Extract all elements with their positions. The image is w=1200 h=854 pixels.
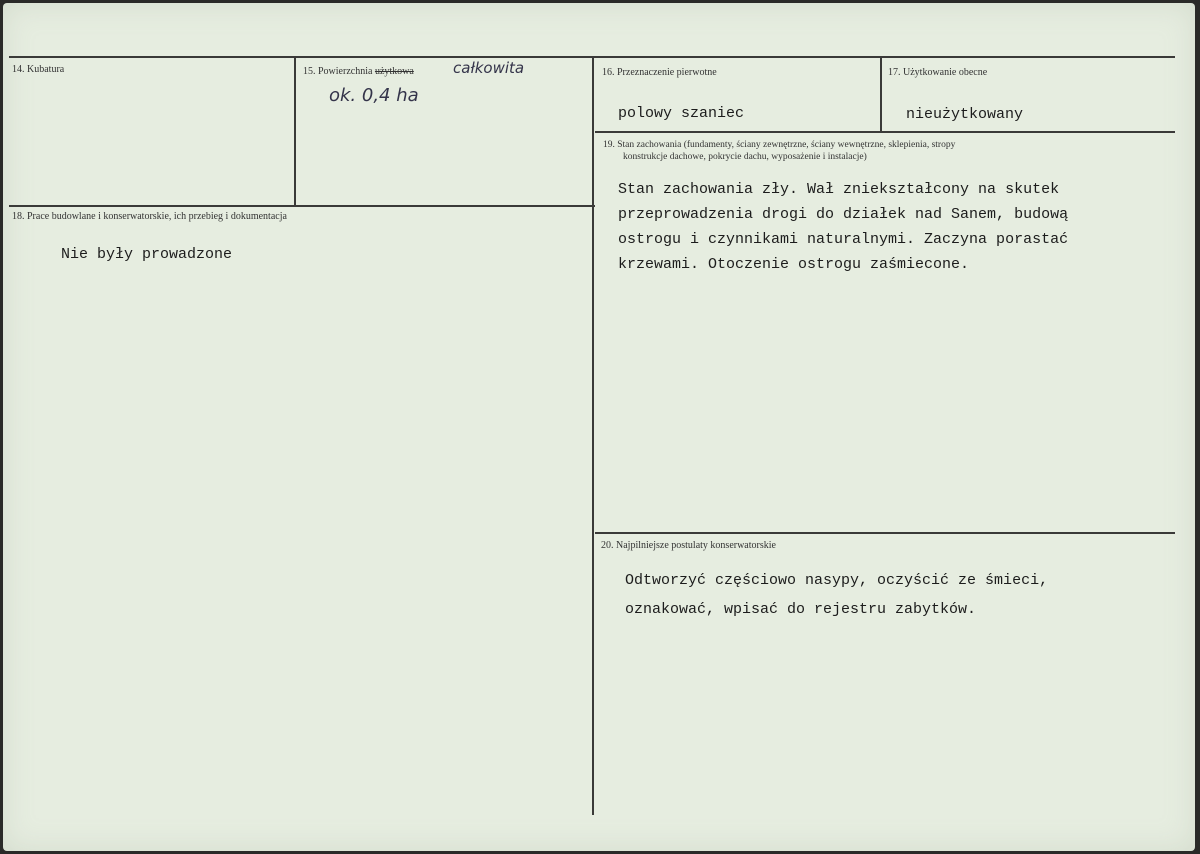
divider-center [592,57,594,815]
field-20-line: oznakować, wpisać do rejestru zabytków. [625,601,977,618]
field-19-label-line-1: 19. Stan zachowania (fundamenty, ściany zewnętrzne, ściany wewnętrzne, sklepienia, stropy [603,140,956,150]
rule-under-16-17 [595,131,1175,133]
divider-14-15 [294,57,296,205]
field-16-value: polowy szaniec [618,105,745,122]
field-20-line: Odtworzyć częściowo nasypy, oczyścić ze śmieci, [625,572,1049,589]
field-19-line: Stan zachowania zły. Wał zniekształcony na skutek [618,181,1060,198]
rule-under-14-15 [9,205,595,207]
field-19-text [618,177,1068,277]
field-17-value: nieużytkowany [906,106,1024,123]
field-19-line: przeprowadzenia drogi do działek nad Sanem, budową [618,206,1069,223]
field-14-label: 14. Kubatura [12,64,65,75]
field-15-handwritten-value: ok. 0,4 ha [329,85,419,106]
field-19-line: krzewami. Otoczenie ostrogu zaśmiecone. [618,256,970,273]
divider-16-17 [880,57,882,131]
field-15-label-struck: użytkowa [374,66,414,77]
field-20-text [625,566,1048,624]
field-19-label [603,139,955,163]
record-card [3,3,1195,851]
rule-above-20 [595,532,1175,534]
field-19-line: ostrogu i czynnikami naturalnymi. Zaczyna porastać [618,231,1069,248]
field-18-label: 18. Prace budowlane i konserwatorskie, ich przebieg i dokumentacja [12,211,287,222]
field-15-handwritten-correction: całkowita [453,59,525,77]
field-16-label: 16. Przeznaczenie pierwotne [602,67,717,78]
field-19-label-line-2: konstrukcje dachowe, pokrycie dachu, wyposażenie i instalacje) [623,152,867,162]
field-18-value: Nie były prowadzone [61,246,233,263]
field-17-label: 17. Użytkowanie obecne [888,67,988,78]
field-15-label [303,66,414,78]
field-15-label-prefix: 15. Powierzchnia [303,66,373,77]
field-20-label: 20. Najpilniejsze postulaty konserwatorskie [601,540,776,551]
